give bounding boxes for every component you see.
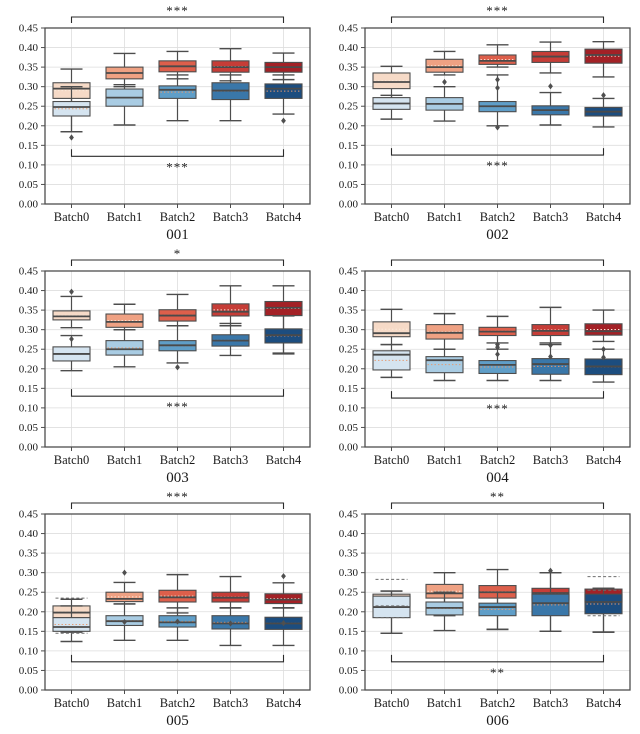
sig-label-bottom: *** [486, 158, 509, 174]
sig-label-bottom: ** [490, 664, 505, 680]
sig-label-top: *** [166, 3, 189, 18]
x-tick-label: Batch1 [106, 696, 143, 710]
x-tick-label: Batch2 [159, 696, 196, 710]
y-tick-label: 0.45 [338, 22, 358, 35]
x-tick-label: Batch0 [53, 696, 90, 710]
sig-label-bottom: *** [166, 399, 189, 415]
y-tick-label: 0.00 [18, 198, 38, 211]
y-tick-label: 0.20 [338, 606, 358, 619]
y-tick-label: 0.05 [18, 178, 38, 191]
y-tick-label: 0.25 [18, 100, 38, 113]
x-tick-label: Batch3 [212, 210, 249, 224]
y-tick-label: 0.05 [338, 178, 358, 191]
boxplot-chart [0, 486, 320, 729]
y-tick-label: 0.15 [18, 625, 38, 638]
y-tick-label: 0.10 [18, 645, 38, 658]
chart-title: 004 [486, 470, 509, 486]
y-tick-label: 0.00 [18, 684, 38, 697]
y-tick-label: 0.20 [18, 363, 38, 376]
x-tick-label: Batch0 [53, 210, 90, 224]
x-tick-label: Batch2 [159, 453, 196, 467]
y-tick-label: 0.40 [338, 285, 358, 298]
y-tick-label: 0.05 [18, 664, 38, 677]
y-tick-label: 0.45 [338, 508, 358, 521]
y-tick-label: 0.00 [338, 198, 358, 211]
y-tick-label: 0.45 [18, 508, 38, 521]
chart-001 [0, 0, 320, 243]
y-tick-label: 0.25 [338, 343, 358, 356]
boxplot-chart [320, 0, 640, 243]
x-tick-label: Batch4 [585, 210, 622, 224]
y-tick-label: 0.10 [338, 159, 358, 172]
y-tick-label: 0.30 [338, 81, 358, 94]
y-tick-label: 0.35 [18, 304, 38, 317]
x-tick-label: Batch2 [479, 696, 516, 710]
y-tick-label: 0.10 [338, 402, 358, 415]
y-tick-label: 0.35 [338, 304, 358, 317]
sig-label-top: *** [486, 3, 509, 18]
sig-label-bottom: *** [486, 401, 509, 417]
chart-002 [320, 0, 640, 243]
y-tick-label: 0.40 [338, 528, 358, 541]
boxplot-chart [0, 243, 320, 486]
boxplot-chart [320, 486, 640, 729]
x-tick-label: Batch2 [159, 210, 196, 224]
y-tick-label: 0.15 [18, 382, 38, 395]
x-tick-label: Batch1 [106, 453, 143, 467]
y-tick-label: 0.40 [338, 42, 358, 55]
x-tick-label: Batch2 [479, 210, 516, 224]
y-tick-label: 0.00 [18, 441, 38, 454]
boxplot-chart [320, 243, 640, 486]
y-tick-label: 0.10 [338, 645, 358, 658]
y-tick-label: 0.10 [18, 402, 38, 415]
sig-label-top: * [173, 246, 182, 261]
chart-title: 005 [166, 713, 189, 729]
chart-title: 002 [486, 227, 509, 243]
y-tick-label: 0.20 [338, 120, 358, 133]
y-tick-label: 0.30 [18, 81, 38, 94]
chart-006 [320, 486, 640, 729]
x-tick-label: Batch0 [373, 453, 410, 467]
x-tick-label: Batch0 [373, 210, 410, 224]
chart-title: 006 [486, 713, 509, 729]
y-tick-label: 0.05 [338, 421, 358, 434]
sig-label-top: *** [166, 489, 189, 504]
x-tick-label: Batch2 [479, 453, 516, 467]
y-tick-label: 0.20 [18, 606, 38, 619]
chart-003 [0, 243, 320, 486]
chart-title: 003 [166, 470, 189, 486]
y-tick-label: 0.15 [338, 382, 358, 395]
y-tick-label: 0.00 [338, 684, 358, 697]
y-tick-label: 0.25 [18, 343, 38, 356]
y-tick-label: 0.15 [338, 625, 358, 638]
y-tick-label: 0.20 [338, 363, 358, 376]
x-tick-label: Batch4 [265, 453, 302, 467]
y-tick-label: 0.35 [338, 61, 358, 74]
boxplot-chart [0, 0, 320, 243]
chart-title: 001 [166, 227, 189, 243]
x-tick-label: Batch0 [53, 453, 90, 467]
y-tick-label: 0.15 [338, 139, 358, 152]
y-tick-label: 0.25 [18, 586, 38, 599]
y-tick-label: 0.35 [18, 547, 38, 560]
x-tick-label: Batch3 [532, 696, 569, 710]
y-tick-label: 0.40 [18, 528, 38, 541]
y-tick-label: 0.30 [338, 567, 358, 580]
y-tick-label: 0.30 [338, 324, 358, 337]
y-tick-label: 0.45 [18, 265, 38, 278]
y-tick-label: 0.15 [18, 139, 38, 152]
y-tick-label: 0.30 [18, 324, 38, 337]
sig-label-bottom: *** [166, 159, 189, 175]
y-tick-label: 0.10 [18, 159, 38, 172]
x-tick-label: Batch3 [532, 453, 569, 467]
y-tick-label: 0.35 [338, 547, 358, 560]
y-tick-label: 0.40 [18, 285, 38, 298]
y-tick-label: 0.00 [338, 441, 358, 454]
y-tick-label: 0.25 [338, 100, 358, 113]
y-tick-label: 0.40 [18, 42, 38, 55]
y-tick-label: 0.20 [18, 120, 38, 133]
chart-005 [0, 486, 320, 729]
y-tick-label: 0.35 [18, 61, 38, 74]
x-tick-label: Batch3 [212, 696, 249, 710]
x-tick-label: Batch1 [426, 210, 463, 224]
sig-bracket-top [392, 260, 604, 266]
y-tick-label: 0.05 [18, 421, 38, 434]
x-tick-label: Batch4 [265, 210, 302, 224]
chart-004 [320, 243, 640, 486]
x-tick-label: Batch1 [106, 210, 143, 224]
y-tick-label: 0.25 [338, 586, 358, 599]
y-tick-label: 0.45 [338, 265, 358, 278]
x-tick-label: Batch4 [265, 696, 302, 710]
y-tick-label: 0.05 [338, 664, 358, 677]
x-tick-label: Batch4 [585, 453, 622, 467]
x-tick-label: Batch3 [532, 210, 569, 224]
y-tick-label: 0.30 [18, 567, 38, 580]
x-tick-label: Batch3 [212, 453, 249, 467]
x-tick-label: Batch1 [426, 453, 463, 467]
x-tick-label: Batch4 [585, 696, 622, 710]
sig-label-top: ** [490, 489, 505, 504]
x-tick-label: Batch0 [373, 696, 410, 710]
x-tick-label: Batch1 [426, 696, 463, 710]
y-tick-label: 0.45 [18, 22, 38, 35]
